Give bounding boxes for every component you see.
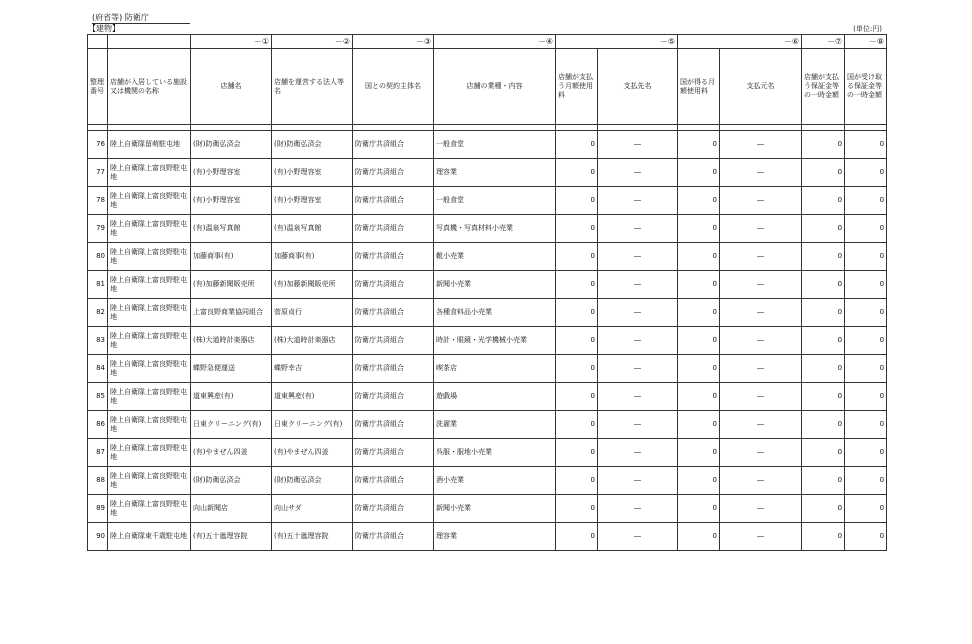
cell-rent-paid: 0 bbox=[556, 187, 598, 215]
cell-pay-to: ― bbox=[598, 355, 678, 383]
cell-contract: 防衛庁共済組合 bbox=[353, 439, 434, 467]
header-operator: 店舗を運営する法人等名 bbox=[272, 49, 353, 125]
cell-deposit-received: 0 bbox=[845, 327, 887, 355]
cell-rent-received: 0 bbox=[678, 327, 720, 355]
cell-business: 新聞小売業 bbox=[434, 271, 556, 299]
cell-pay-to: ― bbox=[598, 411, 678, 439]
cell-business: 一般食堂 bbox=[434, 131, 556, 159]
cell-rent-paid: 0 bbox=[556, 299, 598, 327]
cell-pay-to: ― bbox=[598, 327, 678, 355]
table-row bbox=[88, 299, 887, 327]
cell-deposit-paid: 0 bbox=[802, 327, 845, 355]
cell-shop: (財)防衛弘済会 bbox=[191, 131, 272, 159]
cell-facility: 陸上自衛隊上富良野駐屯地 bbox=[108, 467, 191, 495]
cell-business: 新聞小売業 bbox=[434, 495, 556, 523]
cell-rent-received: 0 bbox=[678, 159, 720, 187]
cell-pay-to: ― bbox=[598, 131, 678, 159]
section-label: 【建物】 bbox=[88, 24, 120, 33]
table-row bbox=[88, 271, 887, 299]
cell-deposit-received: 0 bbox=[845, 411, 887, 439]
table-row bbox=[88, 187, 887, 215]
cell-business: 遊戯場 bbox=[434, 383, 556, 411]
cell-operator: (財)防衛弘済会 bbox=[272, 467, 353, 495]
cell-rent-received: 0 bbox=[678, 439, 720, 467]
cell-shop: 蝶野急便運送 bbox=[191, 355, 272, 383]
cell-pay-from: ― bbox=[720, 243, 802, 271]
cell-deposit-paid: 0 bbox=[802, 131, 845, 159]
header-no: 整理番号 bbox=[88, 49, 108, 125]
column-number: －① bbox=[191, 35, 272, 49]
cell-pay-from: ― bbox=[720, 299, 802, 327]
cell-facility: 陸上自衛隊上富良野駐屯地 bbox=[108, 355, 191, 383]
cell-no: 85 bbox=[88, 383, 108, 411]
cell-operator: (有)小野理容室 bbox=[272, 187, 353, 215]
cell-contract: 防衛庁共済組合 bbox=[353, 215, 434, 243]
cell-facility: 陸上自衛隊上富良野駐屯地 bbox=[108, 439, 191, 467]
cell-pay-from: ― bbox=[720, 355, 802, 383]
cell-facility: 陸上自衛隊東千歳駐屯地 bbox=[108, 523, 191, 551]
column-number: －② bbox=[272, 35, 353, 49]
cell-rent-paid: 0 bbox=[556, 215, 598, 243]
cell-deposit-received: 0 bbox=[845, 243, 887, 271]
cell-pay-from: ― bbox=[720, 523, 802, 551]
cell-contract: 防衛庁共済組合 bbox=[353, 299, 434, 327]
header-facility: 店舗が入居している施設又は機関の名称 bbox=[108, 49, 191, 125]
cell-operator: (財)防衛弘済会 bbox=[272, 131, 353, 159]
cell-pay-from: ― bbox=[720, 495, 802, 523]
cell-business: 時計・眼鏡・光学機械小売業 bbox=[434, 327, 556, 355]
cell-rent-received: 0 bbox=[678, 411, 720, 439]
cell-deposit-paid: 0 bbox=[802, 215, 845, 243]
cell-operator: (有)小野理容室 bbox=[272, 159, 353, 187]
table-row bbox=[88, 439, 887, 467]
cell-pay-from: ― bbox=[720, 411, 802, 439]
cell-shop: 上富良野商業協同組合 bbox=[191, 299, 272, 327]
cell-contract: 防衛庁共済組合 bbox=[353, 243, 434, 271]
table-row bbox=[88, 523, 887, 551]
cell-deposit-paid: 0 bbox=[802, 243, 845, 271]
cell-business: 各種食料品小売業 bbox=[434, 299, 556, 327]
cell-deposit-received: 0 bbox=[845, 495, 887, 523]
cell-contract: 防衛庁共済組合 bbox=[353, 327, 434, 355]
cell-contract: 防衛庁共済組合 bbox=[353, 355, 434, 383]
table-row bbox=[88, 215, 887, 243]
cell-operator: 蝶野幸吉 bbox=[272, 355, 353, 383]
cell-facility: 陸上自衛隊留萌駐屯地 bbox=[108, 131, 191, 159]
cell-contract: 防衛庁共済組合 bbox=[353, 159, 434, 187]
cell-facility: 陸上自衛隊上富良野駐屯地 bbox=[108, 243, 191, 271]
column-number bbox=[108, 35, 191, 49]
cell-deposit-received: 0 bbox=[845, 159, 887, 187]
cell-contract: 防衛庁共済組合 bbox=[353, 271, 434, 299]
column-number-row bbox=[88, 35, 887, 49]
cell-pay-to: ― bbox=[598, 495, 678, 523]
cell-operator: (有)加藤新聞販売所 bbox=[272, 271, 353, 299]
cell-no: 88 bbox=[88, 467, 108, 495]
cell-pay-to: ― bbox=[598, 271, 678, 299]
table-body bbox=[88, 131, 887, 551]
cell-shop: 道東興産(有) bbox=[191, 383, 272, 411]
cell-no: 83 bbox=[88, 327, 108, 355]
cell-operator: (有)五十嵐理容院 bbox=[272, 523, 353, 551]
cell-deposit-paid: 0 bbox=[802, 187, 845, 215]
cell-deposit-paid: 0 bbox=[802, 299, 845, 327]
cell-rent-paid: 0 bbox=[556, 243, 598, 271]
cell-rent-received: 0 bbox=[678, 467, 720, 495]
cell-business: 洗濯業 bbox=[434, 411, 556, 439]
column-number: －⑦ bbox=[802, 35, 845, 49]
cell-business: 酒小売業 bbox=[434, 467, 556, 495]
cell-business: 理容業 bbox=[434, 159, 556, 187]
cell-rent-paid: 0 bbox=[556, 495, 598, 523]
cell-operator: (株)大道時計楽器店 bbox=[272, 327, 353, 355]
cell-deposit-received: 0 bbox=[845, 467, 887, 495]
cell-rent-received: 0 bbox=[678, 271, 720, 299]
cell-rent-received: 0 bbox=[678, 187, 720, 215]
cell-deposit-paid: 0 bbox=[802, 383, 845, 411]
cell-deposit-paid: 0 bbox=[802, 159, 845, 187]
cell-deposit-paid: 0 bbox=[802, 439, 845, 467]
cell-business: 理容業 bbox=[434, 523, 556, 551]
column-number: －③ bbox=[353, 35, 434, 49]
cell-rent-received: 0 bbox=[678, 299, 720, 327]
cell-no: 80 bbox=[88, 243, 108, 271]
cell-deposit-received: 0 bbox=[845, 355, 887, 383]
cell-facility: 陸上自衛隊上富良野駐屯地 bbox=[108, 271, 191, 299]
cell-no: 84 bbox=[88, 355, 108, 383]
cell-shop: (財)防衛弘済会 bbox=[191, 467, 272, 495]
cell-deposit-received: 0 bbox=[845, 439, 887, 467]
cell-business: 呉服・服地小売業 bbox=[434, 439, 556, 467]
cell-facility: 陸上自衛隊上富良野駐屯地 bbox=[108, 327, 191, 355]
cell-shop: (株)大道時計楽器店 bbox=[191, 327, 272, 355]
cell-pay-from: ― bbox=[720, 327, 802, 355]
column-number: －⑥ bbox=[678, 35, 802, 49]
column-header-row bbox=[88, 49, 887, 125]
cell-no: 86 bbox=[88, 411, 108, 439]
cell-pay-from: ― bbox=[720, 131, 802, 159]
cell-rent-paid: 0 bbox=[556, 159, 598, 187]
cell-rent-paid: 0 bbox=[556, 271, 598, 299]
cell-business: 写真機・写真材料小売業 bbox=[434, 215, 556, 243]
cell-facility: 陸上自衛隊上富良野駐屯地 bbox=[108, 495, 191, 523]
cell-pay-to: ― bbox=[598, 187, 678, 215]
cell-pay-from: ― bbox=[720, 439, 802, 467]
cell-rent-paid: 0 bbox=[556, 411, 598, 439]
cell-business: 靴小売業 bbox=[434, 243, 556, 271]
cell-pay-from: ― bbox=[720, 467, 802, 495]
unit-note: (単位:円) bbox=[853, 25, 882, 33]
header-deposit-received: 国が受け取る保証金等の一時金額 bbox=[845, 49, 887, 125]
cell-shop: 向山新聞店 bbox=[191, 495, 272, 523]
header-deposit-paid: 店舗が支払う保証金等の一時金額 bbox=[802, 49, 845, 125]
cell-pay-from: ― bbox=[720, 215, 802, 243]
cell-shop: 日東クリーニング(有) bbox=[191, 411, 272, 439]
cell-operator: 菅原貞行 bbox=[272, 299, 353, 327]
cell-pay-to: ― bbox=[598, 439, 678, 467]
cell-rent-received: 0 bbox=[678, 131, 720, 159]
cell-operator: (有)温泉写真館 bbox=[272, 215, 353, 243]
cell-deposit-received: 0 bbox=[845, 215, 887, 243]
column-number: －⑧ bbox=[845, 35, 887, 49]
table-row bbox=[88, 159, 887, 187]
cell-contract: 防衛庁共済組合 bbox=[353, 467, 434, 495]
cell-rent-received: 0 bbox=[678, 355, 720, 383]
cell-deposit-paid: 0 bbox=[802, 467, 845, 495]
header-rent-received: 国が得る月額使用料 bbox=[678, 49, 720, 125]
cell-rent-received: 0 bbox=[678, 243, 720, 271]
cell-rent-received: 0 bbox=[678, 383, 720, 411]
header-pay-from: 支払元名 bbox=[720, 49, 802, 125]
cell-facility: 陸上自衛隊上富良野駐屯地 bbox=[108, 411, 191, 439]
column-number: －⑤ bbox=[556, 35, 678, 49]
cell-deposit-received: 0 bbox=[845, 131, 887, 159]
cell-facility: 陸上自衛隊上富良野駐屯地 bbox=[108, 215, 191, 243]
table-row bbox=[88, 243, 887, 271]
cell-contract: 防衛庁共済組合 bbox=[353, 411, 434, 439]
cell-deposit-paid: 0 bbox=[802, 271, 845, 299]
cell-pay-to: ― bbox=[598, 215, 678, 243]
header-pay-to: 支払先名 bbox=[598, 49, 678, 125]
cell-pay-from: ― bbox=[720, 383, 802, 411]
cell-operator: 加藤商事(有) bbox=[272, 243, 353, 271]
cell-contract: 防衛庁共済組合 bbox=[353, 131, 434, 159]
cell-rent-received: 0 bbox=[678, 215, 720, 243]
cell-pay-to: ― bbox=[598, 159, 678, 187]
column-number: －④ bbox=[434, 35, 556, 49]
table-row bbox=[88, 411, 887, 439]
cell-shop: (有)加藤新聞販売所 bbox=[191, 271, 272, 299]
cell-deposit-paid: 0 bbox=[802, 495, 845, 523]
cell-deposit-received: 0 bbox=[845, 523, 887, 551]
cell-rent-paid: 0 bbox=[556, 131, 598, 159]
cell-no: 87 bbox=[88, 439, 108, 467]
cell-deposit-paid: 0 bbox=[802, 411, 845, 439]
cell-deposit-received: 0 bbox=[845, 299, 887, 327]
cell-operator: (有)やまぜん四釜 bbox=[272, 439, 353, 467]
cell-business: 一般食堂 bbox=[434, 187, 556, 215]
cell-rent-paid: 0 bbox=[556, 383, 598, 411]
cell-shop: (有)温泉写真館 bbox=[191, 215, 272, 243]
cell-rent-received: 0 bbox=[678, 523, 720, 551]
cell-contract: 防衛庁共済組合 bbox=[353, 523, 434, 551]
cell-no: 76 bbox=[88, 131, 108, 159]
cell-pay-to: ― bbox=[598, 243, 678, 271]
cell-facility: 陸上自衛隊上富良野駐屯地 bbox=[108, 383, 191, 411]
cell-shop: (有)小野理容室 bbox=[191, 187, 272, 215]
cell-deposit-received: 0 bbox=[845, 271, 887, 299]
cell-facility: 陸上自衛隊上富良野駐屯地 bbox=[108, 299, 191, 327]
cell-pay-from: ― bbox=[720, 271, 802, 299]
table-row bbox=[88, 131, 887, 159]
ministry-caption: (府省等) 防衛庁 bbox=[92, 12, 190, 24]
cell-rent-paid: 0 bbox=[556, 355, 598, 383]
cell-no: 77 bbox=[88, 159, 108, 187]
cell-operator: 道東興産(有) bbox=[272, 383, 353, 411]
cell-shop: 加藤商事(有) bbox=[191, 243, 272, 271]
cell-deposit-paid: 0 bbox=[802, 523, 845, 551]
cell-business: 喫茶店 bbox=[434, 355, 556, 383]
lease-table bbox=[87, 34, 887, 551]
cell-deposit-received: 0 bbox=[845, 187, 887, 215]
cell-no: 90 bbox=[88, 523, 108, 551]
cell-facility: 陸上自衛隊上富良野駐屯地 bbox=[108, 187, 191, 215]
cell-rent-paid: 0 bbox=[556, 467, 598, 495]
table-row bbox=[88, 327, 887, 355]
cell-rent-received: 0 bbox=[678, 495, 720, 523]
cell-rent-paid: 0 bbox=[556, 523, 598, 551]
cell-pay-from: ― bbox=[720, 159, 802, 187]
cell-no: 89 bbox=[88, 495, 108, 523]
cell-operator: 日東クリーニング(有) bbox=[272, 411, 353, 439]
table-row bbox=[88, 383, 887, 411]
header-rent-paid: 店舗が支払う月額使用料 bbox=[556, 49, 598, 125]
cell-no: 79 bbox=[88, 215, 108, 243]
header-shop: 店舗名 bbox=[191, 49, 272, 125]
cell-pay-to: ― bbox=[598, 467, 678, 495]
cell-no: 81 bbox=[88, 271, 108, 299]
cell-contract: 防衛庁共済組合 bbox=[353, 383, 434, 411]
table-row bbox=[88, 495, 887, 523]
table-row bbox=[88, 355, 887, 383]
cell-rent-paid: 0 bbox=[556, 327, 598, 355]
cell-no: 82 bbox=[88, 299, 108, 327]
cell-shop: (有)五十嵐理容院 bbox=[191, 523, 272, 551]
cell-pay-to: ― bbox=[598, 299, 678, 327]
cell-shop: (有)やまぜん四釜 bbox=[191, 439, 272, 467]
cell-deposit-received: 0 bbox=[845, 383, 887, 411]
cell-shop: (有)小野理容室 bbox=[191, 159, 272, 187]
column-number bbox=[88, 35, 108, 49]
cell-contract: 防衛庁共済組合 bbox=[353, 187, 434, 215]
cell-pay-from: ― bbox=[720, 187, 802, 215]
table-row bbox=[88, 467, 887, 495]
cell-facility: 陸上自衛隊上富良野駐屯地 bbox=[108, 159, 191, 187]
cell-rent-paid: 0 bbox=[556, 439, 598, 467]
cell-no: 78 bbox=[88, 187, 108, 215]
header-business: 店舗の業種・内容 bbox=[434, 49, 556, 125]
cell-deposit-paid: 0 bbox=[802, 355, 845, 383]
cell-contract: 防衛庁共済組合 bbox=[353, 495, 434, 523]
cell-operator: 向山サダ bbox=[272, 495, 353, 523]
cell-pay-to: ― bbox=[598, 383, 678, 411]
header-contract: 国との契約主体名 bbox=[353, 49, 434, 125]
cell-pay-to: ― bbox=[598, 523, 678, 551]
